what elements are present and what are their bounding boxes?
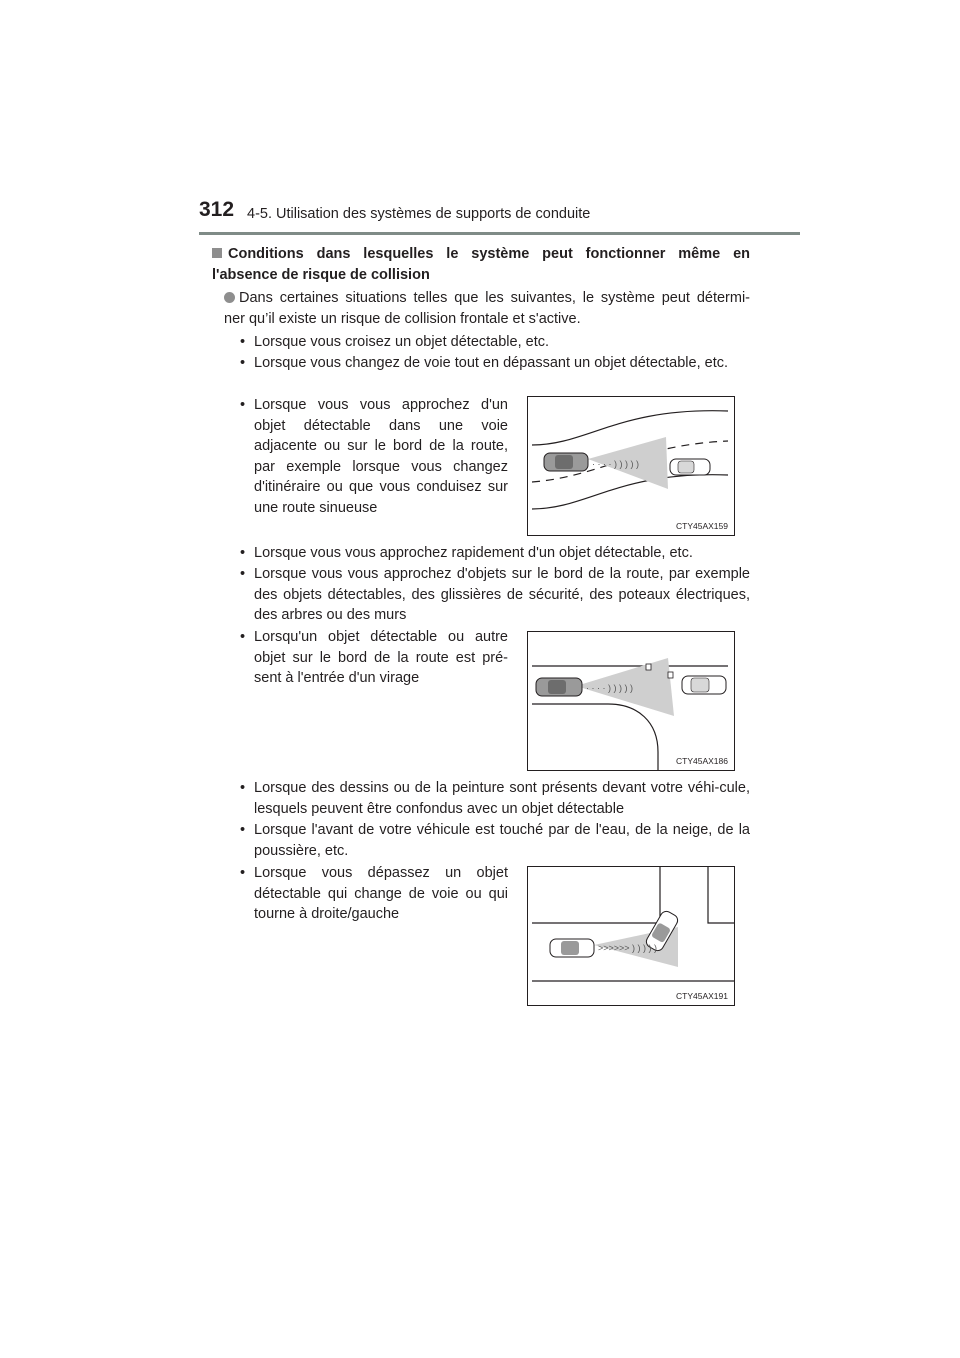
svg-text:>>>>>> ) ) ) ) ): >>>>>> ) ) ) ) ) — [598, 943, 658, 953]
page-number: 312 — [199, 198, 235, 221]
figure-curved-road — [527, 396, 735, 536]
header-rule — [199, 232, 800, 235]
figure-code: CTY45AX186 — [676, 756, 728, 766]
intro-line1: Dans certaines situations telles que les suivantes, le système peut détermi- — [239, 290, 750, 306]
bullet-item: • Lorsqu'un objet détectable ou autre objet sur le bord de la route est pré-sent à l'entrée d'un virage — [240, 629, 508, 686]
bullet-item: • Lorsque vous vous approchez d'un objet détectable dans une voie adjacente ou sur le bord de la route, par exemple lorsque vous changez d'itinéraire ou que vous conduisez sur une route sinueuse — [240, 397, 508, 516]
intro-item — [224, 288, 750, 329]
svg-text:· · · · ) ) ) ) ): · · · · ) ) ) ) ) — [586, 683, 633, 693]
bullet-item: • Lorsque vous vous approchez d'objets sur le bord de la route, par exemple des objets détectables, des glissières de sécurité, des poteaux électriques, des arbres ou des murs — [240, 566, 750, 623]
figure-curve-entrance — [527, 631, 735, 771]
figure-code: CTY45AX191 — [676, 991, 728, 1001]
bullet-item: • Lorsque des dessins ou de la peinture sont présents devant votre véhi-cule, lesquels peuvent être confondus avec un objet détectable — [240, 780, 750, 817]
bullet-item: • Lorsque vous dépassez un objet détectable qui change de voie ou qui tourne à droite/gauche — [240, 865, 508, 922]
svg-text:· · · · ) ) ) ) ): · · · · ) ) ) ) ) — [592, 459, 639, 469]
bullet-item: • Lorsque vous changez de voie tout en dépassant un objet détectable, etc. — [240, 355, 729, 371]
section-heading: Conditions dans lesquelles le système peut fonctionner même en l'absence de risque de collision — [212, 246, 750, 283]
figure-code: CTY45AX159 — [676, 521, 728, 531]
square-bullet-icon — [212, 248, 222, 258]
bullet-item: • Lorsque vous vous approchez rapidement d'un objet détectable, etc. — [240, 545, 693, 561]
circle-bullet-icon — [224, 292, 235, 303]
section-title: 4-5. Utilisation des systèmes de supports de conduite — [247, 206, 591, 222]
figure-turning-vehicle — [527, 866, 735, 1006]
bullet-item: • Lorsque l'avant de votre véhicule est touché par de l'eau, de la neige, de la poussière, etc. — [240, 822, 750, 859]
bullet-item: • Lorsque vous croisez un objet détectable, etc. — [240, 334, 550, 350]
intro-line2: ner qu’il existe un risque de collision frontale et s'active. — [224, 310, 581, 327]
